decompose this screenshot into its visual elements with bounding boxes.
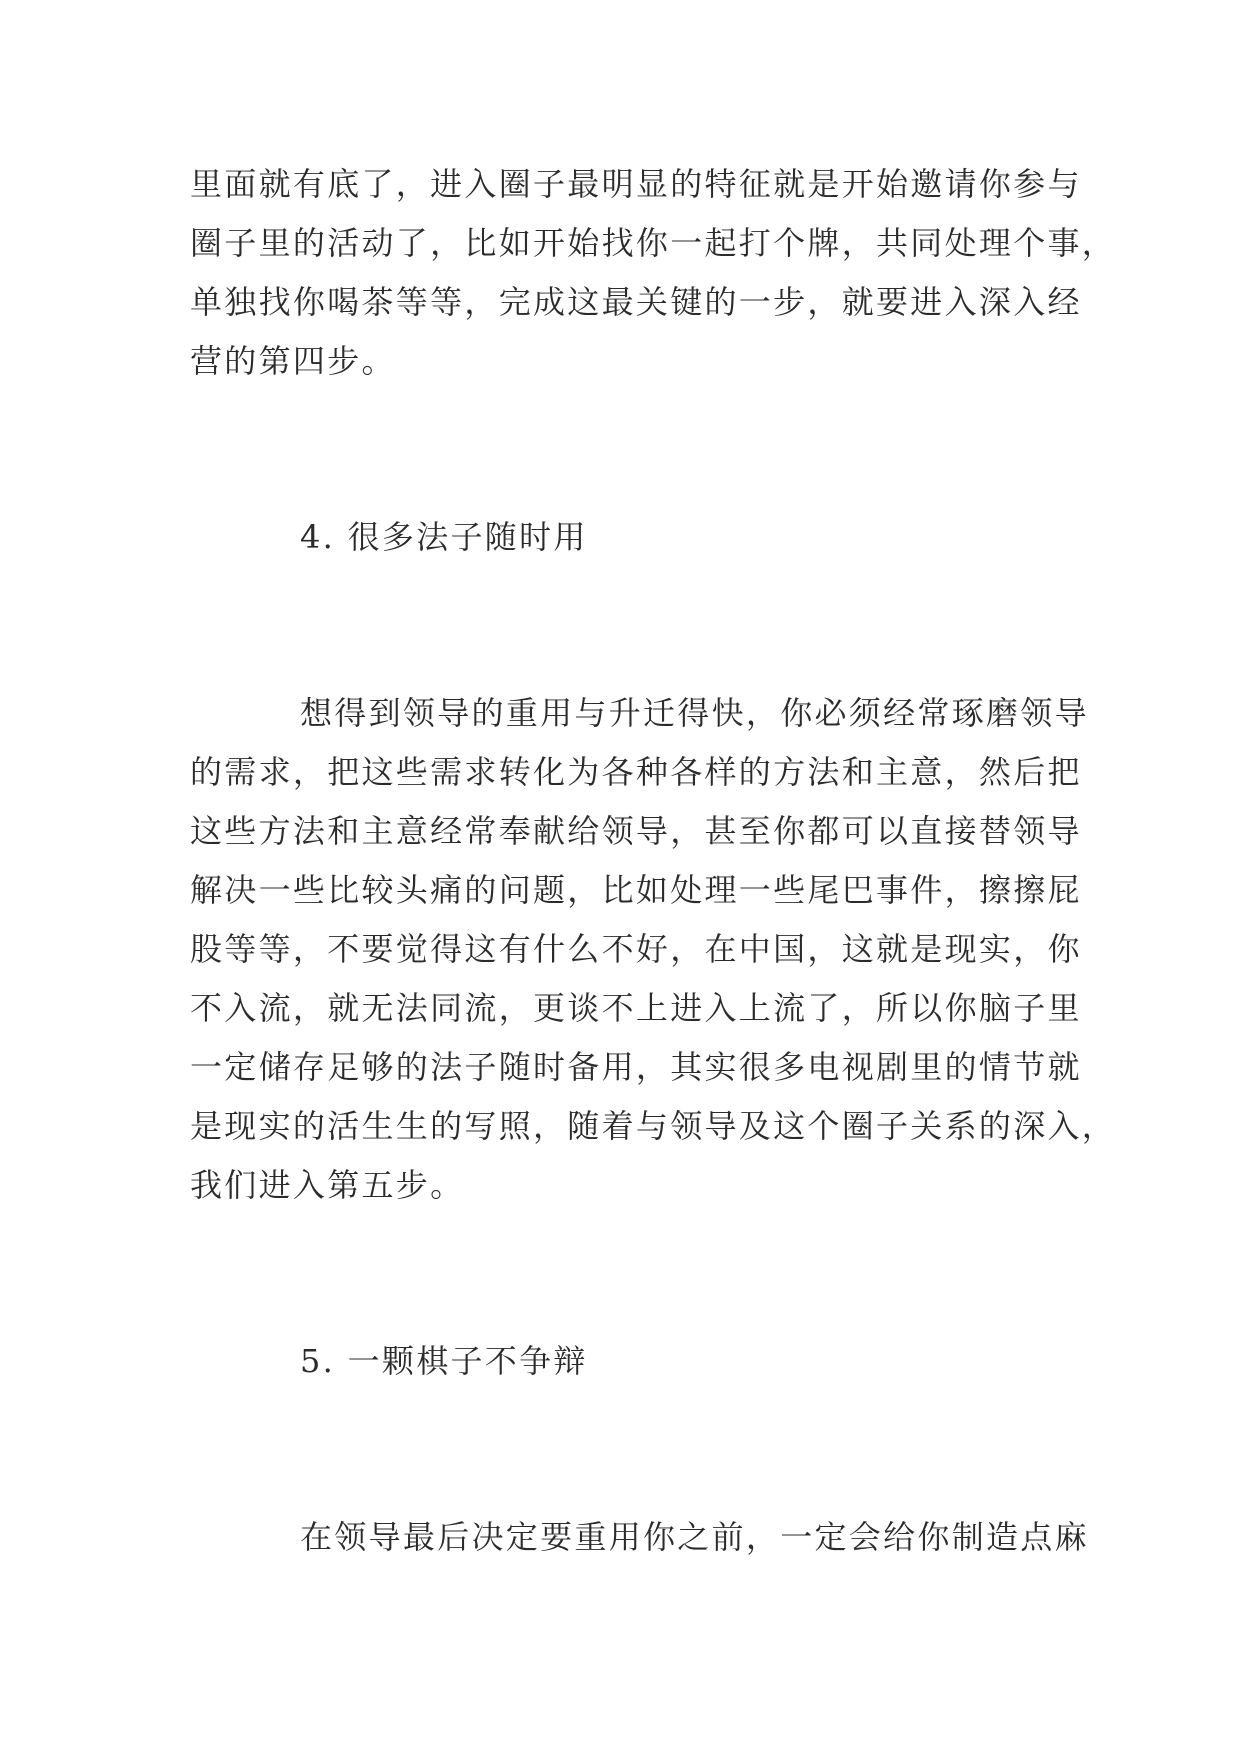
paragraph-line: 里面就有底了，进入圈子最明显的特征就是开始邀请你参与 xyxy=(190,165,1082,203)
section-heading-5: 5. 一颗棋子不争辩 xyxy=(300,1342,588,1380)
paragraph-line: 的需求，把这些需求转化为各种各样的方法和主意，然后把 xyxy=(190,753,1082,791)
paragraph-line: 想得到领导的重用与升迁得快，你必须经常琢磨领导 xyxy=(300,694,1089,732)
paragraph-line: 一定储存足够的法子随时备用，其实很多电视剧里的情节就 xyxy=(190,1048,1082,1086)
paragraph-line: 营的第四步。 xyxy=(190,342,396,380)
paragraph-line: 这些方法和主意经常奉献给领导，甚至你都可以直接替领导 xyxy=(190,812,1082,850)
paragraph-line: 单独找你喝茶等等，完成这最关键的一步，就要进入深入经 xyxy=(190,283,1082,321)
paragraph-line: 在领导最后决定要重用你之前，一定会给你制造点麻 xyxy=(300,1518,1089,1556)
paragraph-line: 解决一些比较头痛的问题，比如处理一些尾巴事件，擦擦屁 xyxy=(190,871,1082,909)
paragraph-line: 圈子里的活动了，比如开始找你一起打个牌，共同处理个事， xyxy=(190,224,1117,262)
paragraph-line: 是现实的活生生的写照，随着与领导及这个圈子关系的深入， xyxy=(190,1107,1117,1145)
paragraph-line: 不入流，就无法同流，更谈不上进入上流了，所以你脑子里 xyxy=(190,989,1082,1027)
section-heading-4: 4. 很多法子随时用 xyxy=(300,518,588,556)
paragraph-line: 我们进入第五步。 xyxy=(190,1166,465,1204)
paragraph-line: 股等等，不要觉得这有什么不好，在中国，这就是现实，你 xyxy=(190,930,1082,968)
